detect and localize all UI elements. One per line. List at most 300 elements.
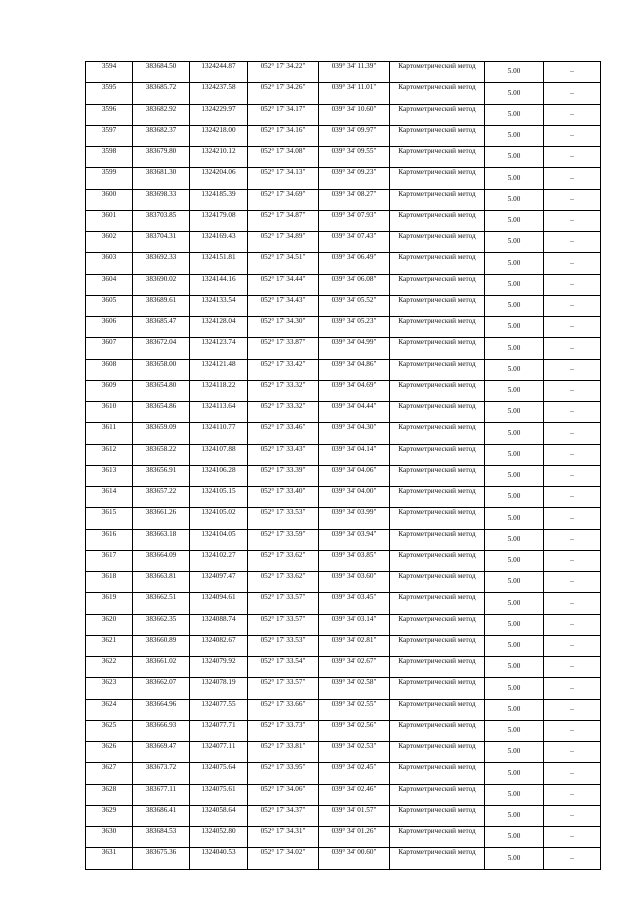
- x-coordinate-cell: 383664.09: [133, 550, 190, 571]
- point-number-cell: 3629: [86, 805, 133, 826]
- latitude-cell: 052° 17' 34.51": [248, 253, 319, 274]
- y-coordinate-cell: 1324040.53: [190, 848, 248, 869]
- table-row: [86, 147, 601, 168]
- accuracy-cell: 5.00: [485, 168, 544, 189]
- table-row: [86, 529, 601, 550]
- point-number-cell: 3623: [86, 678, 133, 699]
- y-coordinate-cell: 1324075.64: [190, 763, 248, 784]
- y-coordinate-cell: 1324104.05: [190, 529, 248, 550]
- point-number-cell: 3613: [86, 465, 133, 486]
- x-coordinate-cell: 383669.47: [133, 742, 190, 763]
- method-cell: Картометрический метод: [390, 423, 485, 444]
- y-coordinate-cell: 1324077.11: [190, 742, 248, 763]
- latitude-cell: 052° 17' 33.57": [248, 678, 319, 699]
- latitude-cell: 052° 17' 34.08": [248, 147, 319, 168]
- method-cell: Картометрический метод: [390, 699, 485, 720]
- table-row: [86, 232, 601, 253]
- accuracy-cell: 5.00: [485, 147, 544, 168]
- accuracy-cell: 5.00: [485, 444, 544, 465]
- table-row: [86, 699, 601, 720]
- accuracy-cell: 5.00: [485, 678, 544, 699]
- longitude-cell: 039° 34' 02.56": [319, 720, 390, 741]
- accuracy-cell: 5.00: [485, 763, 544, 784]
- point-number-cell: 3610: [86, 402, 133, 423]
- accuracy-cell: 5.00: [485, 593, 544, 614]
- table-row: [86, 742, 601, 763]
- longitude-cell: 039° 34' 03.60": [319, 572, 390, 593]
- point-number-cell: 3625: [86, 720, 133, 741]
- longitude-cell: 039° 34' 09.97": [319, 125, 390, 146]
- accuracy-cell: 5.00: [485, 83, 544, 104]
- longitude-cell: 039° 34' 04.00": [319, 487, 390, 508]
- table-row: [86, 487, 601, 508]
- y-coordinate-cell: 1324133.54: [190, 295, 248, 316]
- method-cell: Картометрический метод: [390, 295, 485, 316]
- method-cell: Картометрический метод: [390, 614, 485, 635]
- method-cell: Картометрический метод: [390, 338, 485, 359]
- y-coordinate-cell: 1324079.92: [190, 657, 248, 678]
- accuracy-cell: 5.00: [485, 465, 544, 486]
- longitude-cell: 039° 34' 04.99": [319, 338, 390, 359]
- point-number-cell: 3599: [86, 168, 133, 189]
- table-row: [86, 62, 601, 83]
- x-coordinate-cell: 383673.72: [133, 763, 190, 784]
- y-coordinate-cell: 1324144.16: [190, 274, 248, 295]
- accuracy-cell: 5.00: [485, 295, 544, 316]
- latitude-cell: 052° 17' 33.95": [248, 763, 319, 784]
- longitude-cell: 039° 34' 07.43": [319, 232, 390, 253]
- table-row: [86, 359, 601, 380]
- point-number-cell: 3611: [86, 423, 133, 444]
- longitude-cell: 039° 34' 04.14": [319, 444, 390, 465]
- latitude-cell: 052° 17' 34.87": [248, 210, 319, 231]
- note-cell: –: [544, 189, 601, 210]
- coordinates-table-body: [86, 62, 601, 870]
- table-row: [86, 402, 601, 423]
- longitude-cell: 039° 34' 11.01": [319, 83, 390, 104]
- x-coordinate-cell: 383704.31: [133, 232, 190, 253]
- note-cell: –: [544, 317, 601, 338]
- method-cell: Картометрический метод: [390, 784, 485, 805]
- table-row: [86, 444, 601, 465]
- latitude-cell: 052° 17' 33.53": [248, 635, 319, 656]
- longitude-cell: 039° 34' 11.39": [319, 62, 390, 83]
- note-cell: –: [544, 508, 601, 529]
- latitude-cell: 052° 17' 33.66": [248, 699, 319, 720]
- latitude-cell: 052° 17' 34.89": [248, 232, 319, 253]
- x-coordinate-cell: 383684.50: [133, 62, 190, 83]
- x-coordinate-cell: 383664.96: [133, 699, 190, 720]
- method-cell: Картометрический метод: [390, 317, 485, 338]
- latitude-cell: 052° 17' 33.43": [248, 444, 319, 465]
- point-number-cell: 3612: [86, 444, 133, 465]
- table-row: [86, 508, 601, 529]
- table-row: [86, 784, 601, 805]
- note-cell: –: [544, 423, 601, 444]
- table-row: [86, 848, 601, 869]
- note-cell: –: [544, 125, 601, 146]
- latitude-cell: 052° 17' 33.32": [248, 402, 319, 423]
- y-coordinate-cell: 1324097.47: [190, 572, 248, 593]
- longitude-cell: 039° 34' 05.52": [319, 295, 390, 316]
- y-coordinate-cell: 1324078.19: [190, 678, 248, 699]
- y-coordinate-cell: 1324121.48: [190, 359, 248, 380]
- note-cell: –: [544, 253, 601, 274]
- method-cell: Картометрический метод: [390, 359, 485, 380]
- method-cell: Картометрический метод: [390, 593, 485, 614]
- latitude-cell: 052° 17' 33.81": [248, 742, 319, 763]
- table-row: [86, 657, 601, 678]
- x-coordinate-cell: 383660.89: [133, 635, 190, 656]
- y-coordinate-cell: 1324123.74: [190, 338, 248, 359]
- latitude-cell: 052° 17' 34.37": [248, 805, 319, 826]
- x-coordinate-cell: 383682.92: [133, 104, 190, 125]
- latitude-cell: 052° 17' 34.16": [248, 125, 319, 146]
- point-number-cell: 3628: [86, 784, 133, 805]
- longitude-cell: 039° 34' 06.49": [319, 253, 390, 274]
- x-coordinate-cell: 383681.30: [133, 168, 190, 189]
- note-cell: –: [544, 763, 601, 784]
- note-cell: –: [544, 210, 601, 231]
- table-row: [86, 338, 601, 359]
- method-cell: Картометрический метод: [390, 635, 485, 656]
- point-number-cell: 3605: [86, 295, 133, 316]
- x-coordinate-cell: 383657.22: [133, 487, 190, 508]
- latitude-cell: 052° 17' 33.32": [248, 380, 319, 401]
- accuracy-cell: 5.00: [485, 784, 544, 805]
- longitude-cell: 039° 34' 02.55": [319, 699, 390, 720]
- accuracy-cell: 5.00: [485, 104, 544, 125]
- longitude-cell: 039° 34' 01.26": [319, 827, 390, 848]
- x-coordinate-cell: 383677.11: [133, 784, 190, 805]
- method-cell: Картометрический метод: [390, 678, 485, 699]
- longitude-cell: 039° 34' 02.45": [319, 763, 390, 784]
- point-number-cell: 3624: [86, 699, 133, 720]
- method-cell: Картометрический метод: [390, 274, 485, 295]
- x-coordinate-cell: 383658.22: [133, 444, 190, 465]
- point-number-cell: 3627: [86, 763, 133, 784]
- y-coordinate-cell: 1324179.08: [190, 210, 248, 231]
- method-cell: Картометрический метод: [390, 104, 485, 125]
- x-coordinate-cell: 383698.33: [133, 189, 190, 210]
- x-coordinate-cell: 383692.33: [133, 253, 190, 274]
- table-row: [86, 720, 601, 741]
- note-cell: –: [544, 232, 601, 253]
- longitude-cell: 039° 34' 04.30": [319, 423, 390, 444]
- method-cell: Картометрический метод: [390, 550, 485, 571]
- note-cell: –: [544, 380, 601, 401]
- latitude-cell: 052° 17' 34.13": [248, 168, 319, 189]
- table-row: [86, 125, 601, 146]
- table-row: [86, 827, 601, 848]
- note-cell: –: [544, 848, 601, 869]
- note-cell: –: [544, 720, 601, 741]
- y-coordinate-cell: 1324210.12: [190, 147, 248, 168]
- latitude-cell: 052° 17' 33.42": [248, 359, 319, 380]
- table-row: [86, 593, 601, 614]
- point-number-cell: 3631: [86, 848, 133, 869]
- latitude-cell: 052° 17' 33.53": [248, 508, 319, 529]
- point-number-cell: 3595: [86, 83, 133, 104]
- point-number-cell: 3607: [86, 338, 133, 359]
- point-number-cell: 3615: [86, 508, 133, 529]
- method-cell: Картометрический метод: [390, 487, 485, 508]
- table-row: [86, 189, 601, 210]
- table-row: [86, 614, 601, 635]
- accuracy-cell: 5.00: [485, 508, 544, 529]
- latitude-cell: 052° 17' 33.87": [248, 338, 319, 359]
- x-coordinate-cell: 383662.51: [133, 593, 190, 614]
- point-number-cell: 3617: [86, 550, 133, 571]
- x-coordinate-cell: 383703.85: [133, 210, 190, 231]
- y-coordinate-cell: 1324077.71: [190, 720, 248, 741]
- accuracy-cell: 5.00: [485, 380, 544, 401]
- y-coordinate-cell: 1324105.15: [190, 487, 248, 508]
- table-row: [86, 380, 601, 401]
- note-cell: –: [544, 593, 601, 614]
- method-cell: Картометрический метод: [390, 168, 485, 189]
- point-number-cell: 3630: [86, 827, 133, 848]
- note-cell: –: [544, 465, 601, 486]
- longitude-cell: 039° 34' 04.44": [319, 402, 390, 423]
- y-coordinate-cell: 1324128.04: [190, 317, 248, 338]
- y-coordinate-cell: 1324229.97: [190, 104, 248, 125]
- point-number-cell: 3598: [86, 147, 133, 168]
- method-cell: Картометрический метод: [390, 380, 485, 401]
- method-cell: Картометрический метод: [390, 657, 485, 678]
- note-cell: –: [544, 147, 601, 168]
- point-number-cell: 3619: [86, 593, 133, 614]
- x-coordinate-cell: 383659.09: [133, 423, 190, 444]
- y-coordinate-cell: 1324052.80: [190, 827, 248, 848]
- table-row: [86, 572, 601, 593]
- accuracy-cell: 5.00: [485, 253, 544, 274]
- y-coordinate-cell: 1324058.64: [190, 805, 248, 826]
- latitude-cell: 052° 17' 33.54": [248, 657, 319, 678]
- latitude-cell: 052° 17' 34.17": [248, 104, 319, 125]
- note-cell: –: [544, 274, 601, 295]
- note-cell: –: [544, 338, 601, 359]
- latitude-cell: 052° 17' 33.57": [248, 593, 319, 614]
- point-number-cell: 3597: [86, 125, 133, 146]
- method-cell: Картометрический метод: [390, 210, 485, 231]
- x-coordinate-cell: 383656.91: [133, 465, 190, 486]
- latitude-cell: 052° 17' 33.40": [248, 487, 319, 508]
- longitude-cell: 039° 34' 03.45": [319, 593, 390, 614]
- longitude-cell: 039° 34' 01.57": [319, 805, 390, 826]
- latitude-cell: 052° 17' 33.73": [248, 720, 319, 741]
- x-coordinate-cell: 383654.80: [133, 380, 190, 401]
- method-cell: Картометрический метод: [390, 572, 485, 593]
- method-cell: Картометрический метод: [390, 529, 485, 550]
- note-cell: –: [544, 805, 601, 826]
- note-cell: –: [544, 635, 601, 656]
- point-number-cell: 3608: [86, 359, 133, 380]
- method-cell: Картометрический метод: [390, 805, 485, 826]
- point-number-cell: 3601: [86, 210, 133, 231]
- point-number-cell: 3603: [86, 253, 133, 274]
- latitude-cell: 052° 17' 33.62": [248, 572, 319, 593]
- accuracy-cell: 5.00: [485, 210, 544, 231]
- x-coordinate-cell: 383685.47: [133, 317, 190, 338]
- x-coordinate-cell: 383686.41: [133, 805, 190, 826]
- note-cell: –: [544, 444, 601, 465]
- longitude-cell: 039° 34' 03.14": [319, 614, 390, 635]
- point-number-cell: 3614: [86, 487, 133, 508]
- table-row: [86, 210, 601, 231]
- table-row: [86, 83, 601, 104]
- accuracy-cell: 5.00: [485, 62, 544, 83]
- note-cell: –: [544, 657, 601, 678]
- y-coordinate-cell: 1324075.61: [190, 784, 248, 805]
- x-coordinate-cell: 383682.37: [133, 125, 190, 146]
- note-cell: –: [544, 62, 601, 83]
- method-cell: Картометрический метод: [390, 62, 485, 83]
- longitude-cell: 039° 34' 02.58": [319, 678, 390, 699]
- note-cell: –: [544, 168, 601, 189]
- accuracy-cell: 5.00: [485, 232, 544, 253]
- x-coordinate-cell: 383658.00: [133, 359, 190, 380]
- longitude-cell: 039° 34' 03.99": [319, 508, 390, 529]
- longitude-cell: 039° 34' 05.23": [319, 317, 390, 338]
- longitude-cell: 039° 34' 09.55": [319, 147, 390, 168]
- accuracy-cell: 5.00: [485, 189, 544, 210]
- table-row: [86, 678, 601, 699]
- longitude-cell: 039° 34' 04.06": [319, 465, 390, 486]
- longitude-cell: 039° 34' 07.93": [319, 210, 390, 231]
- point-number-cell: 3594: [86, 62, 133, 83]
- note-cell: –: [544, 742, 601, 763]
- latitude-cell: 052° 17' 33.39": [248, 465, 319, 486]
- x-coordinate-cell: 383689.61: [133, 295, 190, 316]
- longitude-cell: 039° 34' 09.23": [319, 168, 390, 189]
- table-row: [86, 317, 601, 338]
- method-cell: Картометрический метод: [390, 232, 485, 253]
- x-coordinate-cell: 383661.02: [133, 657, 190, 678]
- accuracy-cell: 5.00: [485, 635, 544, 656]
- latitude-cell: 052° 17' 34.44": [248, 274, 319, 295]
- accuracy-cell: 5.00: [485, 274, 544, 295]
- y-coordinate-cell: 1324185.39: [190, 189, 248, 210]
- point-number-cell: 3626: [86, 742, 133, 763]
- table-row: [86, 168, 601, 189]
- x-coordinate-cell: 383672.04: [133, 338, 190, 359]
- x-coordinate-cell: 383662.07: [133, 678, 190, 699]
- note-cell: –: [544, 614, 601, 635]
- method-cell: Картометрический метод: [390, 848, 485, 869]
- coordinates-table: [85, 61, 601, 870]
- accuracy-cell: 5.00: [485, 402, 544, 423]
- accuracy-cell: 5.00: [485, 742, 544, 763]
- latitude-cell: 052° 17' 34.22": [248, 62, 319, 83]
- table-row: [86, 805, 601, 826]
- x-coordinate-cell: 383654.86: [133, 402, 190, 423]
- x-coordinate-cell: 383663.18: [133, 529, 190, 550]
- x-coordinate-cell: 383663.81: [133, 572, 190, 593]
- table-row: [86, 274, 601, 295]
- note-cell: –: [544, 83, 601, 104]
- note-cell: –: [544, 359, 601, 380]
- table-row: [86, 635, 601, 656]
- latitude-cell: 052° 17' 33.46": [248, 423, 319, 444]
- y-coordinate-cell: 1324082.67: [190, 635, 248, 656]
- longitude-cell: 039° 34' 02.81": [319, 635, 390, 656]
- latitude-cell: 052° 17' 33.59": [248, 529, 319, 550]
- method-cell: Картометрический метод: [390, 827, 485, 848]
- x-coordinate-cell: 383685.72: [133, 83, 190, 104]
- table-row: [86, 253, 601, 274]
- accuracy-cell: 5.00: [485, 338, 544, 359]
- y-coordinate-cell: 1324077.55: [190, 699, 248, 720]
- table-row: [86, 295, 601, 316]
- note-cell: –: [544, 295, 601, 316]
- latitude-cell: 052° 17' 34.26": [248, 83, 319, 104]
- accuracy-cell: 5.00: [485, 699, 544, 720]
- accuracy-cell: 5.00: [485, 572, 544, 593]
- x-coordinate-cell: 383675.36: [133, 848, 190, 869]
- accuracy-cell: 5.00: [485, 848, 544, 869]
- note-cell: –: [544, 699, 601, 720]
- point-number-cell: 3620: [86, 614, 133, 635]
- longitude-cell: 039° 34' 04.69": [319, 380, 390, 401]
- latitude-cell: 052° 17' 33.62": [248, 550, 319, 571]
- latitude-cell: 052° 17' 34.43": [248, 295, 319, 316]
- y-coordinate-cell: 1324204.06: [190, 168, 248, 189]
- y-coordinate-cell: 1324107.88: [190, 444, 248, 465]
- accuracy-cell: 5.00: [485, 317, 544, 338]
- note-cell: –: [544, 784, 601, 805]
- y-coordinate-cell: 1324094.61: [190, 593, 248, 614]
- accuracy-cell: 5.00: [485, 657, 544, 678]
- y-coordinate-cell: 1324105.02: [190, 508, 248, 529]
- y-coordinate-cell: 1324110.77: [190, 423, 248, 444]
- x-coordinate-cell: 383690.02: [133, 274, 190, 295]
- note-cell: –: [544, 529, 601, 550]
- longitude-cell: 039° 34' 00.60": [319, 848, 390, 869]
- y-coordinate-cell: 1324113.64: [190, 402, 248, 423]
- accuracy-cell: 5.00: [485, 827, 544, 848]
- point-number-cell: 3616: [86, 529, 133, 550]
- note-cell: –: [544, 550, 601, 571]
- method-cell: Картометрический метод: [390, 742, 485, 763]
- point-number-cell: 3596: [86, 104, 133, 125]
- method-cell: Картометрический метод: [390, 253, 485, 274]
- latitude-cell: 052° 17' 34.31": [248, 827, 319, 848]
- y-coordinate-cell: 1324088.74: [190, 614, 248, 635]
- method-cell: Картометрический метод: [390, 508, 485, 529]
- x-coordinate-cell: 383661.26: [133, 508, 190, 529]
- y-coordinate-cell: 1324218.00: [190, 125, 248, 146]
- longitude-cell: 039° 34' 02.53": [319, 742, 390, 763]
- accuracy-cell: 5.00: [485, 614, 544, 635]
- y-coordinate-cell: 1324244.87: [190, 62, 248, 83]
- y-coordinate-cell: 1324106.28: [190, 465, 248, 486]
- method-cell: Картометрический метод: [390, 125, 485, 146]
- note-cell: –: [544, 487, 601, 508]
- x-coordinate-cell: 383662.35: [133, 614, 190, 635]
- table-row: [86, 423, 601, 444]
- x-coordinate-cell: 383666.93: [133, 720, 190, 741]
- x-coordinate-cell: 383684.53: [133, 827, 190, 848]
- y-coordinate-cell: 1324237.58: [190, 83, 248, 104]
- longitude-cell: 039° 34' 04.86": [319, 359, 390, 380]
- method-cell: Картометрический метод: [390, 402, 485, 423]
- longitude-cell: 039° 34' 10.60": [319, 104, 390, 125]
- latitude-cell: 052° 17' 34.69": [248, 189, 319, 210]
- note-cell: –: [544, 402, 601, 423]
- longitude-cell: 039° 34' 08.27": [319, 189, 390, 210]
- note-cell: –: [544, 104, 601, 125]
